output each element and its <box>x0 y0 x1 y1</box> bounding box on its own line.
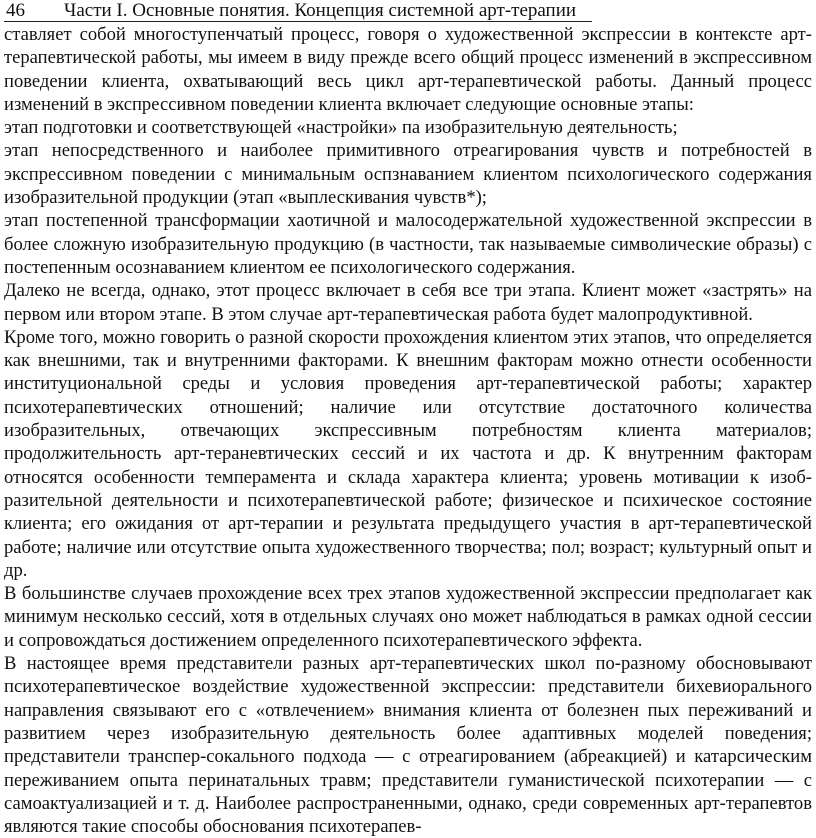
paragraph: этап постепенной трансформации хаотичной и малосодержательной художественной экспрессии в более сложную изобразительную продукцию (в частности, так называемые символические образы) с постепенным осознаванием клиентом ее психологического содержания. <box>4 210 812 278</box>
paragraph: Далеко не всегда, однако, этот процесс включает в себя все три этапа. Клиент может «застрять» на первом или втором этапе. В этом случае арт-терапевтическая работа будет малопродуктивной. <box>4 280 812 325</box>
body-text <box>4 23 812 838</box>
paragraph: В большинстве случаев прохождение всех трех этапов художественной экспрессии предполагает как минимум несколько сессий, хотя в отдельных случаях оно может наблюдаться в рамках одной сессии и сопровождаться достижением определенного психотерапевтического эффекта. <box>4 583 812 651</box>
page-header <box>4 0 812 22</box>
page-number: 46 <box>6 0 25 21</box>
paragraph: В настоящее время представители разных арт-терапевтических школ по-разному обосновывают психотерапевтическое воздействие художественной экспрессии: представители бихевиорального направления связывают его с «отвлечением» внимания клиента от болезнен пых переживаний и развитием через изобразительную деятельность более адаптивных моделей поведения; представители транспер-сокального подхода — с отреагированием (абреакцией) и катарсическим переживанием опыта перинатальных травм; представители гуманистической психотерапии — с самоактуализацией и т. д. Наиболее распространенными, однако, среди современных арт-терапевтов являются такие способы обоснования психотерапев- <box>4 653 812 838</box>
paragraph: ставляет собой многоступенчатый процесс, говоря о художественной экспрессии в контексте арт-терапевтической работы, мы имеем в виду прежде всего общий процесс изменений в экспрессивном поведении клиента, охватывающий весь цикл арт-терапевтической работы. Данный процесс изменений в экспрессивном поведении клиента включает следующие основные этапы: <box>4 24 812 115</box>
paragraph: Кроме того, можно говорить о разной скорости прохождения клиентом этих этапов, что определяется как внешними, так и внутренними факторами. К внешним факторам можно отнести особенности институциональной среды и условия проведения арт-терапевтической работы; характер психотерапевтических отношений; наличие или отсутствие достаточного количества изобразительных, отвечающих экспрессивным потребностям клиента материалов; продолжительность арт-тераневтических сессий и их частота и др. К внутренним факторам относятся особенности темперамента и склада характера клиента; уровень мотивации к изоб-разительной деятельности и психотерапевтической работе; физическое и психическое состояние клиента; его ожидания от арт-терапии и результата предыдущего участия в арт-терапевтической работе; наличие или отсутствие опыта художественного творчества; пол; возраст; культурный опыт и др. <box>4 326 812 581</box>
paragraph: этап подготовки и соответствующей «настройки» па изобразительную деятельность; <box>4 117 678 139</box>
paragraph: этап непосредственного и наиболее примитивного отреагирования чувств и потребностей в экспрессивном поведении с минимальным оспзнаванием клиентом психологического содержания изобразительной продукции (этап «выплескивания чувств*); <box>4 140 812 209</box>
running-title: Части I. Основные понятия. Концепция системной арт-терапии <box>64 0 577 21</box>
header-rule <box>4 21 592 22</box>
